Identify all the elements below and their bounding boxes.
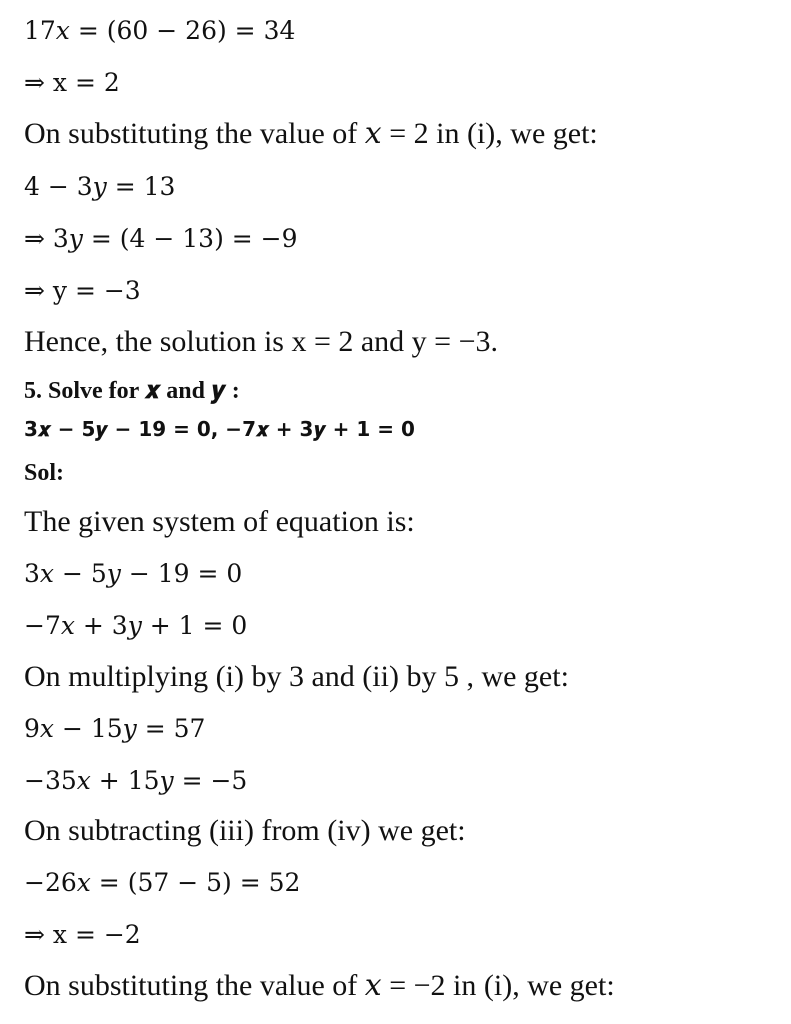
multiplying-text: On multiplying (i) by 3 and (ii) by 5 , we get: [24, 660, 569, 693]
result-x-equals-2: ⇒ x = 2 [24, 68, 120, 97]
result-x-equals-minus-2: ⇒ x = −2 [24, 920, 141, 949]
solution-label: Sol: [24, 460, 65, 486]
substitution-text-1: On substituting the value of 𝑥 = 2 in (i), we get: [24, 117, 598, 150]
equation-4-minus-3y: 4 − 3𝑦 = 13 [24, 172, 176, 201]
equation-minus-26x: −26𝑥 = (57 − 5) = 52 [24, 868, 301, 897]
subtracting-text: On subtracting (iii) from (iv) we get: [24, 814, 466, 847]
equation-iv: −35𝑥 + 15𝑦 = −5 [24, 766, 248, 795]
question-equations: 3𝒙 − 5𝒚 − 19 = 0, −7𝒙 + 3𝒚 + 1 = 0 [24, 417, 415, 441]
result-y-equals-minus-3: ⇒ y = −3 [24, 276, 141, 305]
equation-i: 3𝑥 − 5𝑦 − 19 = 0 [24, 559, 243, 588]
equation-iii: 9𝑥 − 15𝑦 = 57 [24, 714, 206, 743]
equation-3y: ⇒ 3𝑦 = (4 − 13) = −9 [24, 224, 298, 253]
equation-ii: −7𝑥 + 3𝑦 + 1 = 0 [24, 611, 248, 640]
question-heading: 5. Solve for 𝒙 and 𝒚 : [24, 378, 240, 404]
substitution-text-2: On substituting the value of 𝑥 = −2 in (i), we get: [24, 969, 615, 1002]
equation-17x: 17𝑥 = (60 − 26) = 34 [24, 16, 296, 45]
given-system-text: The given system of equation is: [24, 505, 415, 538]
solution-statement: Hence, the solution is x = 2 and y = −3. [24, 325, 499, 358]
